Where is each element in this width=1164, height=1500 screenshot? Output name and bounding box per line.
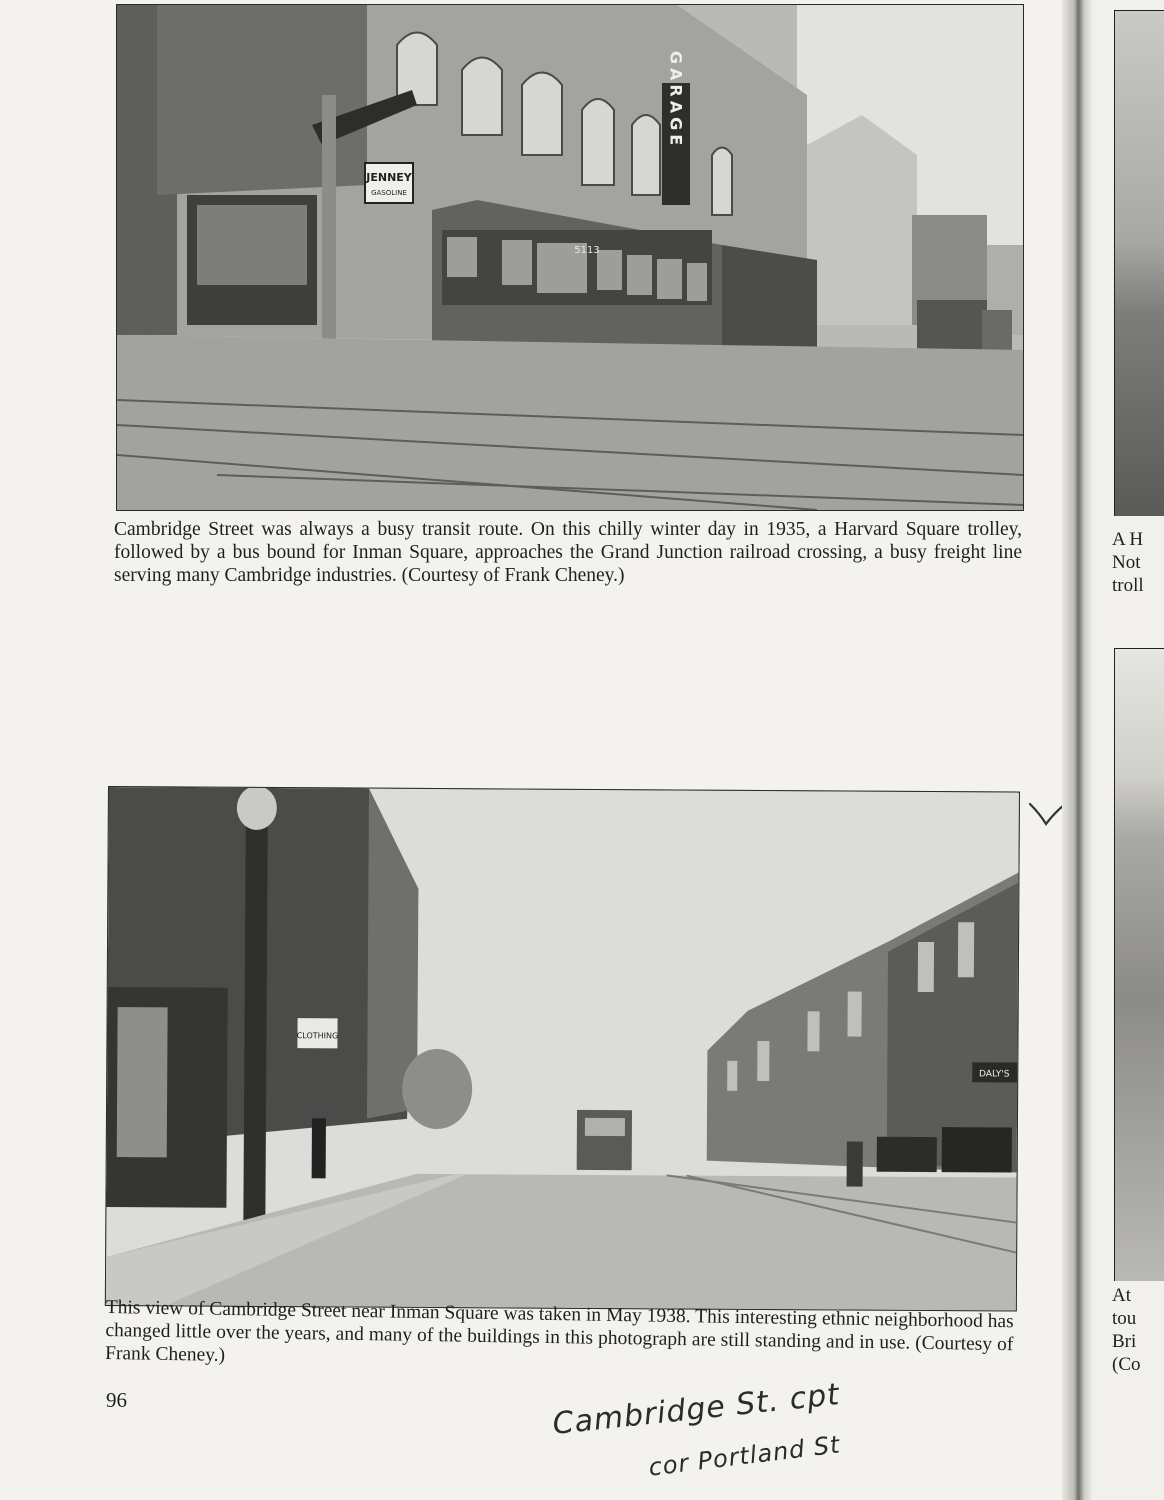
dalys-sign-text: DALY'S: [979, 1069, 1010, 1080]
adjacent-caption-line: (Co: [1112, 1354, 1141, 1375]
garage-sign-text: GARAGE: [666, 50, 686, 150]
photo-street-1938: [105, 786, 1020, 1312]
page-number: 96: [106, 1388, 127, 1412]
gasoline-sign-text: GASOLINE: [371, 189, 407, 197]
caption-bottom: This view of Cambridge Street near Inman Square was taken in May 1938. This interesting ethnic neighborhood has changed little over the years, and many of the buildings in this photograph are still standing and in use. (Courtesy of Frank Cheney.): [104, 1296, 1014, 1366]
adjacent-photo-top: [1114, 10, 1164, 516]
jenney-sign-text: JENNEY: [366, 171, 412, 184]
adjacent-caption-line: tou: [1112, 1308, 1137, 1329]
book-gutter: [1062, 0, 1092, 1500]
clothing-sign-text: CLOTHING: [296, 1031, 339, 1041]
adjacent-caption-line: A H: [1112, 529, 1144, 550]
adjacent-page-fragment: [1092, 0, 1164, 1500]
handwritten-note-line-1: Cambridge St. cpt: [550, 1377, 842, 1442]
handwritten-note-line-2: cor Portland St: [647, 1430, 842, 1482]
adjacent-caption-line: Not: [1112, 552, 1141, 573]
adjacent-photo-bottom: [1114, 648, 1164, 1281]
photo-street-1938-image: [106, 787, 1019, 1311]
adjacent-caption-line: Bri: [1112, 1331, 1137, 1352]
adjacent-caption-line: troll: [1112, 575, 1144, 596]
caption-top: Cambridge Street was always a busy transit route. On this chilly winter day in 1935, a Harvard Square trolley, followed by a bus bound for Inman Square, approaches the Grand Junction railroad crossing, a busy freight line serving many Cambridge industries. (Courtesy of Frank Cheney.): [114, 519, 1022, 586]
adjacent-caption-line: At: [1112, 1285, 1131, 1306]
trolley-number-text: 5113: [574, 245, 600, 256]
photo-trolley-1935: [116, 4, 1024, 511]
photo-trolley-1935-image: [117, 5, 1023, 510]
